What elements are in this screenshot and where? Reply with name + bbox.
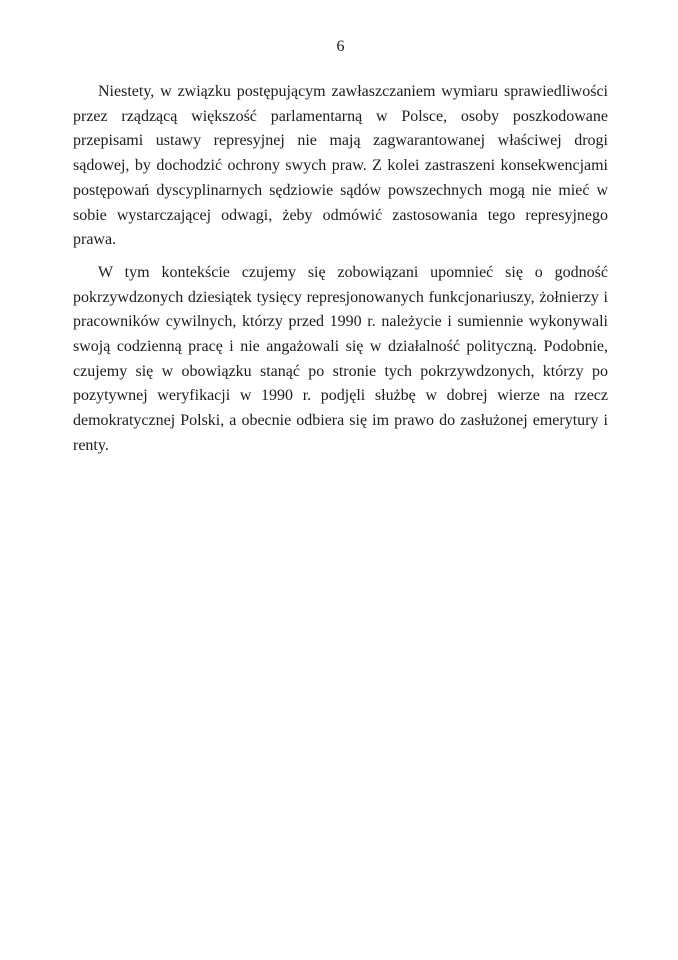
paragraph: Niestety, w związku postępującym zawłaszczaniem wymiaru sprawiedliwości przez rządzącą większość parlamentarną w Polsce, osoby poszkodowane przepisami ustawy represyjnej nie mają zagwarantowanej właściwej drogi sądowej, by dochodzić ochrony swych praw. Z kolei zastraszeni konsekwencjami postępowań dyscyplinarnych sędziowie sądów powszechnych mogą nie mieć w sobie wystarczającej odwagi, żeby odmówić zastosowania tego represyjnego prawa. xyxy=(73,83,608,249)
page-number: 6 xyxy=(336,38,345,55)
paragraph: W tym kontekście czujemy się zobowiązani upomnieć się o godność pokrzywdzonych dziesiątek tysięcy represjonowanych funkcjonariuszy, żołnierzy i pracowników cywilnych, którzy przed 1990 r. należycie i sumiennie wykonywali swoją codzienną pracę i nie angażowali się w działalność polityczną. Podobnie, czujemy się w obowiązku stanąć po stronie tych pokrzywdzonych, którzy po pozytywnej weryfikacji w 1990 r. podjęli służbę w dobrej wierze na rzecz demokratycznej Polski, a obecnie odbiera się im prawo do zasłużonej emerytury i renty. xyxy=(73,263,608,454)
document-body xyxy=(73,80,608,467)
